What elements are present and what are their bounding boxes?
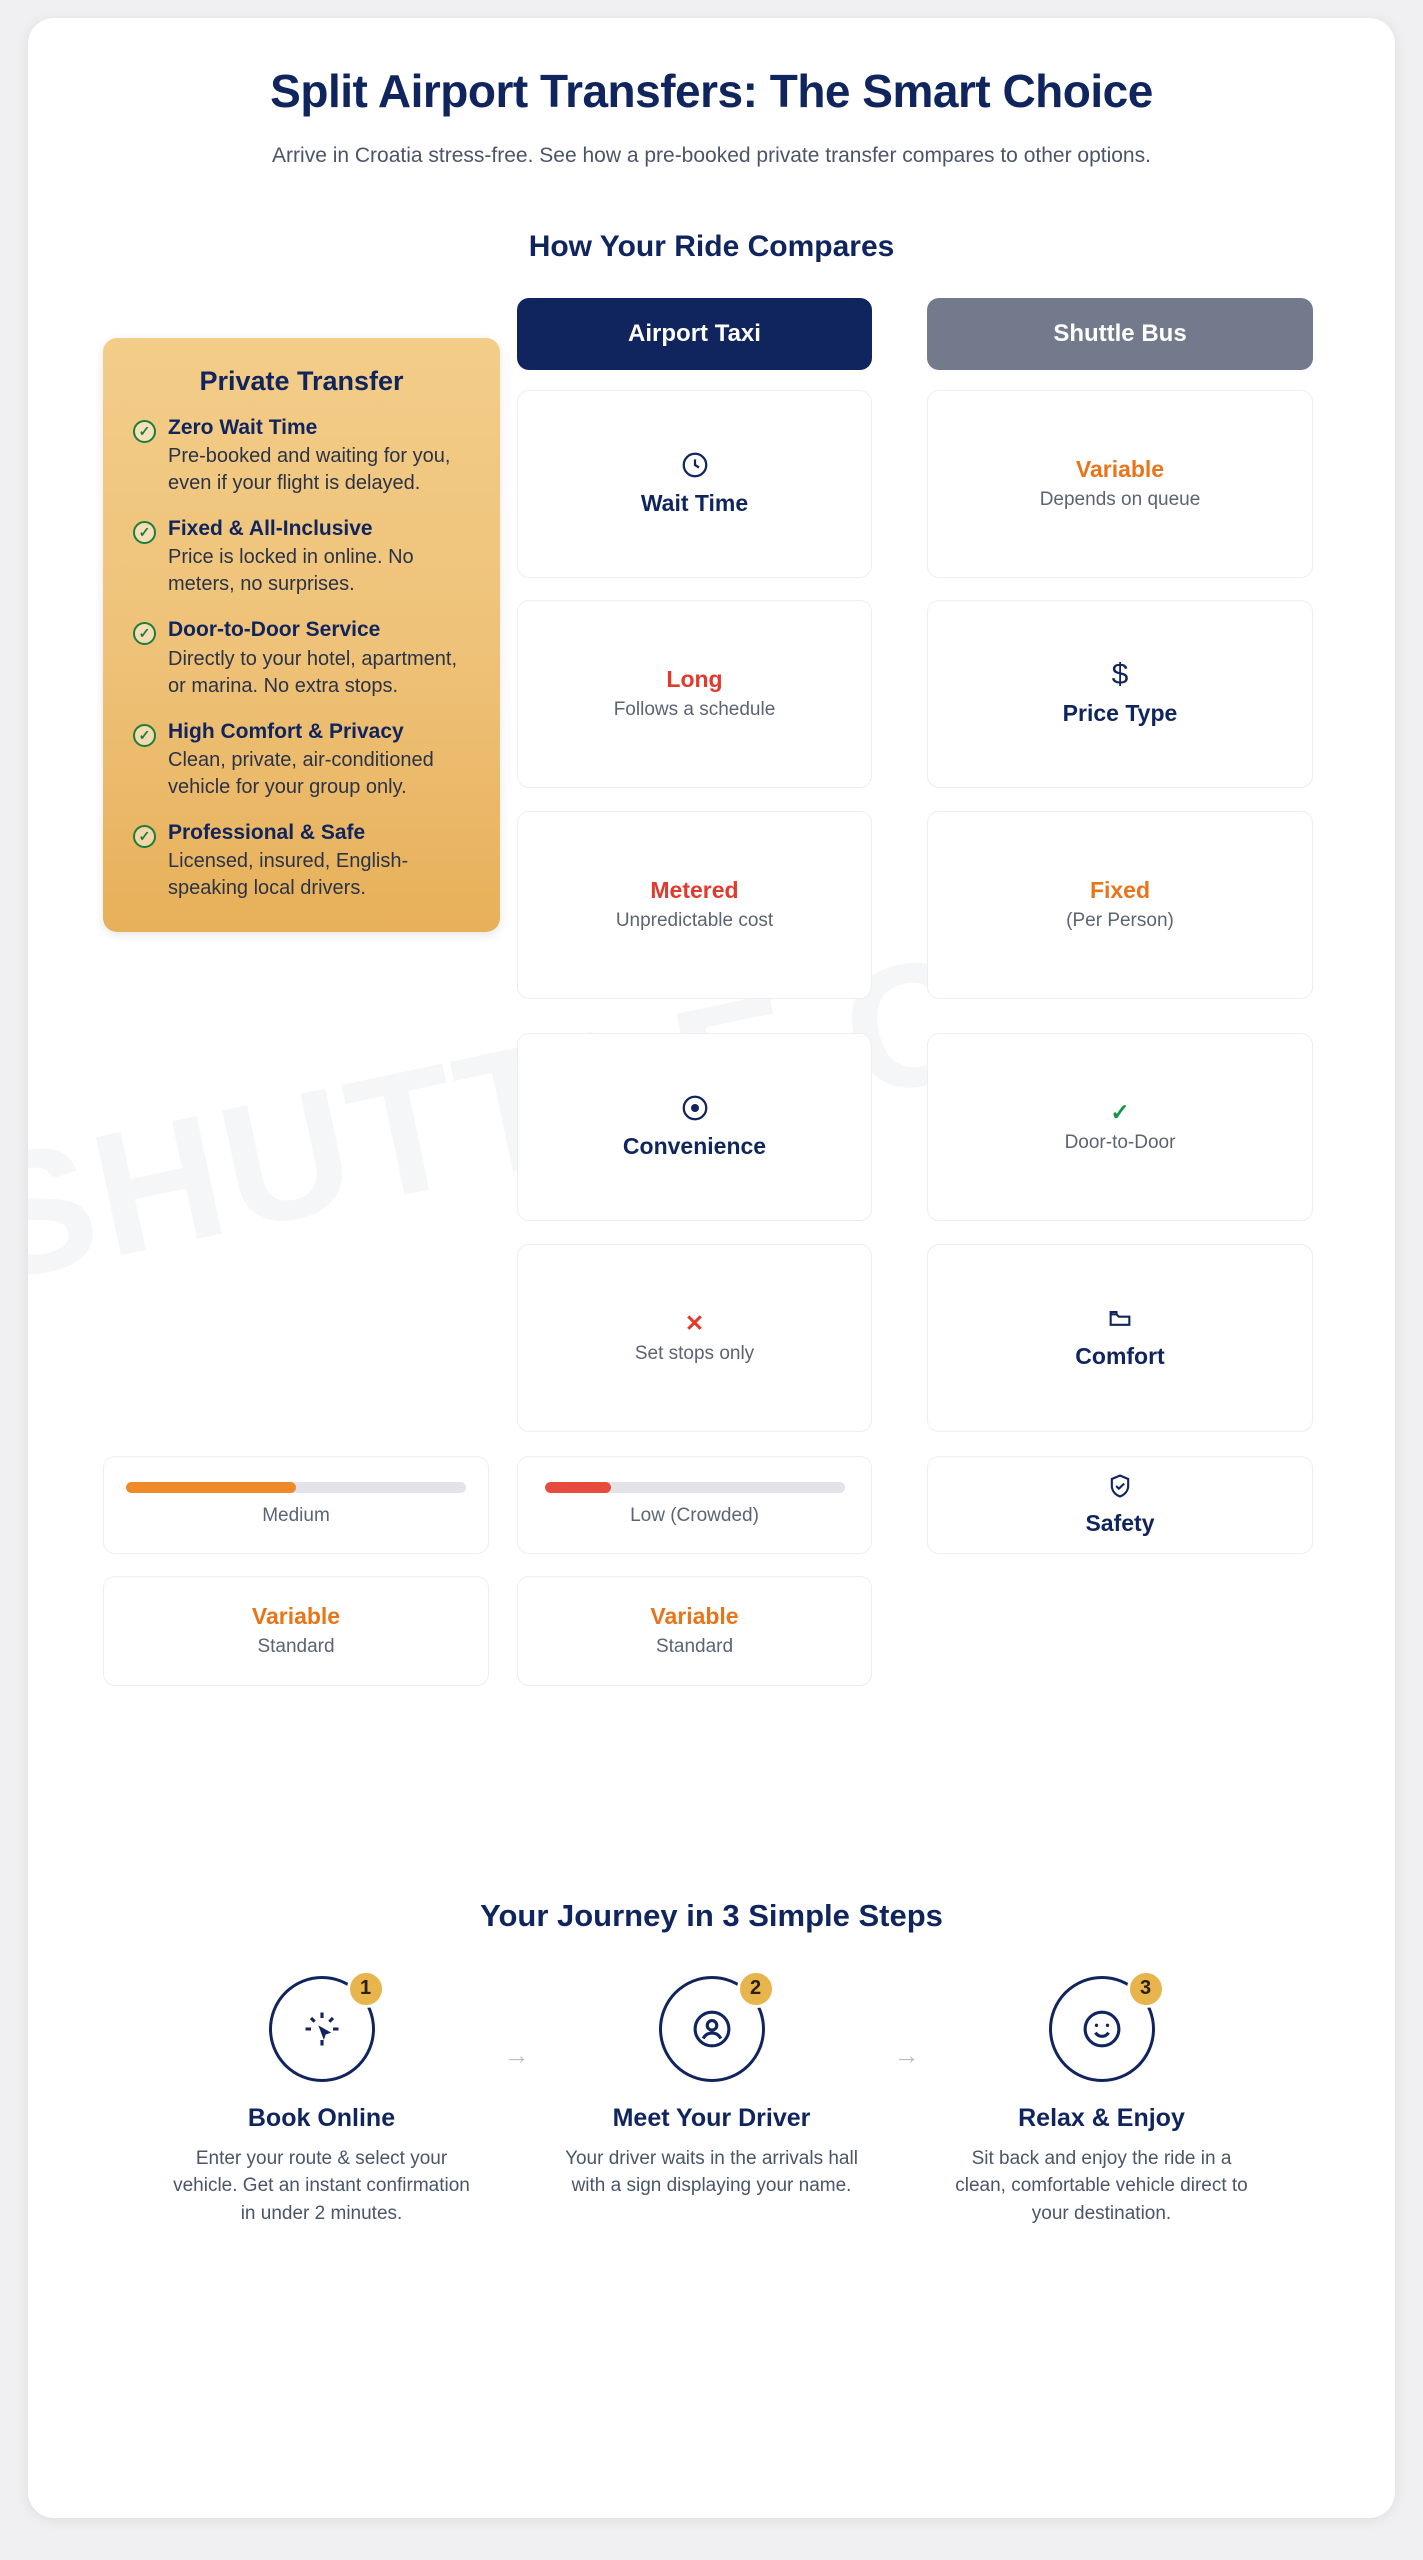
note: Standard — [257, 1636, 335, 1658]
row-label-price-type: Price Type — [1062, 700, 1178, 727]
feature-item — [133, 617, 470, 699]
cell-price-type-label — [927, 600, 1313, 788]
seat-icon — [1106, 1305, 1134, 1333]
row-label-comfort: Comfort — [1075, 1343, 1165, 1370]
comfort-bar-taxi — [545, 1482, 845, 1493]
feature-title: Door-to-Door Service — [168, 618, 381, 642]
cell-taxi-comfort — [517, 1456, 872, 1554]
step-title: Book Online — [247, 2103, 396, 2132]
value: Long — [666, 666, 723, 693]
cell-private-safety — [103, 1576, 489, 1686]
step-desc: Your driver waits in the arrivals hall with a sign displaying your name. — [565, 2147, 858, 2197]
private-transfer-title: Private Transfer — [199, 365, 404, 396]
cell-convenience-label — [517, 1033, 872, 1221]
cell-taxi-convenience — [517, 1244, 872, 1432]
note: Follows a schedule — [613, 699, 776, 721]
step-number-badge: 2 — [737, 1970, 775, 2008]
feature-desc: Price is locked in online. No meters, no surprises. — [168, 546, 414, 596]
feature-item — [133, 820, 470, 902]
location-pin-icon — [680, 1093, 710, 1123]
feature-desc: Clean, private, air-conditioned vehicle for your group only. — [168, 748, 434, 798]
note: Standard — [655, 1636, 734, 1658]
feature-item — [133, 516, 470, 598]
feature-desc: Directly to your hotel, apartment, or marina. No extra stops. — [168, 647, 458, 697]
value: Metered — [650, 877, 739, 904]
feature-title: High Comfort & Privacy — [168, 719, 404, 743]
bar-label: Low (Crowded) — [630, 1505, 759, 1527]
cell-shuttle-wait-time — [927, 390, 1313, 578]
check-icon: ✓ — [133, 521, 156, 544]
check-icon: ✓ — [133, 622, 156, 645]
feature-desc: Pre-booked and waiting for you, even if your flight is delayed. — [168, 445, 451, 495]
journey-section-title: Your Journey in 3 Simple Steps — [480, 1897, 943, 1933]
comparison-section-title: How Your Ride Compares — [528, 229, 895, 263]
journey-steps — [28, 1976, 1395, 2268]
feature-title: Fixed & All-Inclusive — [168, 517, 373, 541]
page-subtitle: Arrive in Croatia stress-free. See how a pre-booked private transfer compares to other options. — [272, 144, 1151, 168]
check-icon: ✓ — [133, 420, 156, 443]
step-number-badge: 1 — [347, 1970, 385, 2008]
dollar-icon: $ — [1111, 658, 1129, 692]
step-book-online — [157, 1976, 487, 2228]
comfort-bar-private — [126, 1482, 466, 1493]
column-header-airport-taxi: Airport Taxi — [517, 298, 872, 370]
feature-desc: Licensed, insured, English-speaking local drivers. — [168, 850, 409, 900]
cell-safety-label — [927, 1456, 1313, 1554]
cell-shuttle-convenience — [927, 1033, 1313, 1221]
feature-item — [133, 719, 470, 801]
step-desc: Enter your route & select your vehicle. Get an instant confirmation in under 2 minutes. — [173, 2147, 470, 2224]
shield-check-icon — [1106, 1472, 1134, 1500]
cell-private-comfort — [103, 1456, 489, 1554]
cell-wait-time-label — [517, 390, 872, 578]
column-header-shuttle-bus: Shuttle Bus — [927, 298, 1313, 370]
step-meet-your-driver — [547, 1976, 877, 2200]
value: ✕ — [684, 1310, 705, 1337]
note: Unpredictable cost — [615, 910, 774, 932]
value: Variable — [650, 1603, 739, 1630]
cell-shuttle-price-type — [927, 811, 1313, 999]
feature-title: Professional & Safe — [168, 820, 366, 844]
step-number-badge: 3 — [1127, 1970, 1165, 2008]
note: Set stops only — [634, 1343, 755, 1365]
step-title: Meet Your Driver — [612, 2103, 811, 2132]
note: Door-to-Door — [1064, 1132, 1176, 1154]
value: Variable — [251, 1603, 341, 1630]
infographic-page — [28, 18, 1395, 2518]
value: Variable — [1075, 456, 1165, 483]
arrow-icon: → — [503, 2039, 530, 2070]
row-label-safety: Safety — [1085, 1510, 1155, 1537]
bar-label: Medium — [262, 1505, 330, 1527]
step-title: Relax & Enjoy — [1018, 2103, 1185, 2132]
row-label-convenience: Convenience — [622, 1133, 767, 1160]
note: (Per Person) — [1066, 910, 1174, 932]
clock-icon — [680, 450, 710, 480]
check-icon: ✓ — [133, 825, 156, 848]
private-transfer-card — [103, 338, 500, 932]
arrow-icon: → — [893, 2039, 920, 2070]
value: Fixed — [1089, 877, 1151, 904]
page-title: Split Airport Transfers: The Smart Choice — [270, 65, 1153, 117]
value: ✓ — [1110, 1099, 1130, 1126]
cell-comfort-label — [927, 1244, 1313, 1432]
cell-taxi-wait-time — [517, 600, 872, 788]
feature-title: Zero Wait Time — [168, 415, 318, 439]
note: Depends on queue — [1039, 489, 1201, 511]
step-relax-and-enjoy — [937, 1976, 1267, 2228]
row-label-wait-time: Wait Time — [640, 490, 749, 517]
feature-item — [133, 415, 470, 497]
step-desc: Sit back and enjoy the ride in a clean, comfortable vehicle direct to your destination. — [955, 2147, 1248, 2224]
cell-taxi-price-type — [517, 811, 872, 999]
cell-taxi-safety — [517, 1576, 872, 1686]
comparison-table — [28, 298, 1395, 1868]
check-icon: ✓ — [133, 724, 156, 747]
